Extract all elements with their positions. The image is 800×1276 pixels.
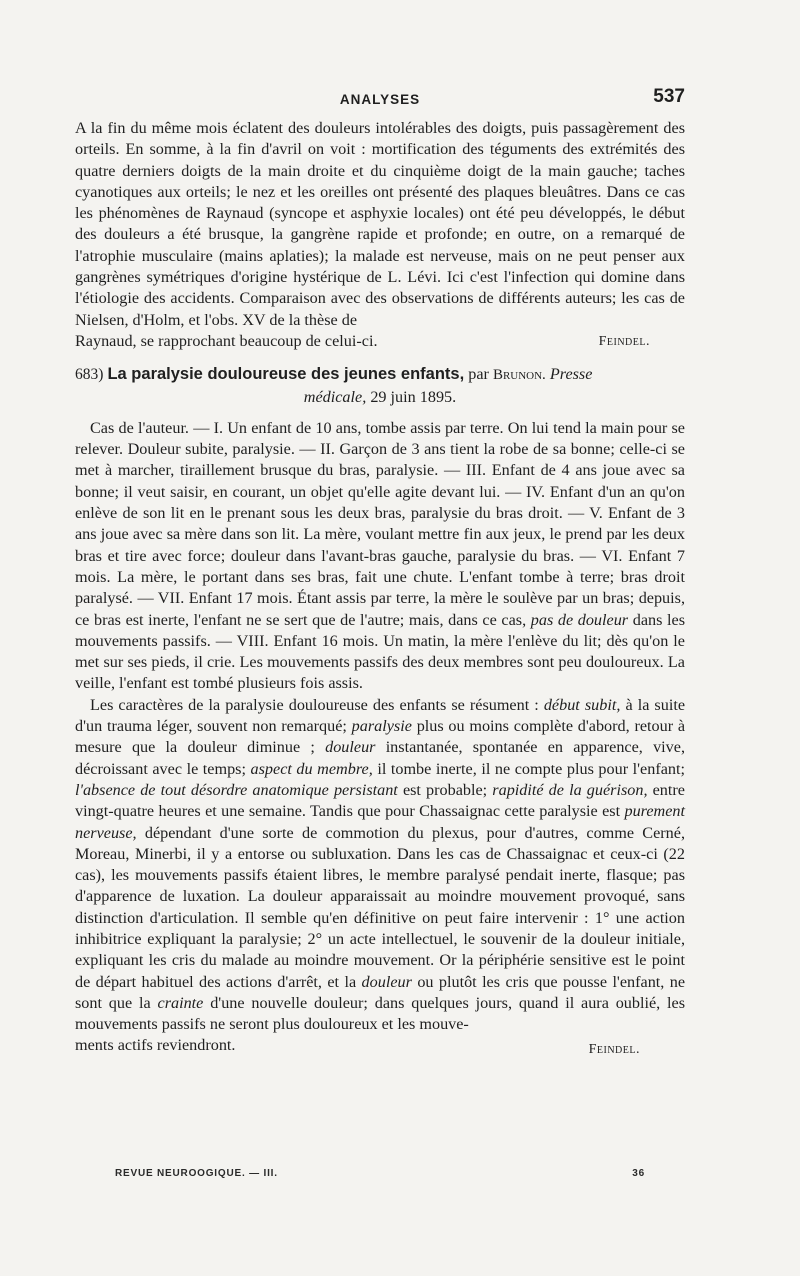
emphasis: purement nerveuse,	[75, 802, 686, 842]
text-run: est probable;	[402, 780, 488, 799]
article-title: La paralysie douloureuse des jeunes enfants,	[107, 365, 465, 384]
paragraph-summary	[75, 695, 685, 1036]
text-run: ou plutôt les cris que pousse l'enfant, ne sont que la	[75, 972, 686, 1012]
footer-journal: REVUE NEUROOGIQUE. — III.	[115, 1168, 278, 1179]
article-author: Brunon.	[492, 367, 546, 384]
text-run: à la suite d'un trauma léger, souvent non remarqué;	[75, 695, 686, 736]
paragraph-text: A la fin du même mois éclatent des douleurs intolérables des doigts, puis passagèrement des orteils. En somme, à la fin d'avril on voit : mortification des téguments des extrémités des quatre derniers doigts de la main droite et du cinquième doigt de la main gauche; taches cyanotiques aux orteils; le nez et les oreilles ont présenté des plaques bleuâtres. Dans ce cas les phénomènes de Raynaud (syncope et asphyxie locales) ont été peu développés, le début des douleurs a été brusque, la gangrène rapide et profonde; en outre, on a remarqué de l'atrophie musculaire (mains aplaties); la malade est nerveuse, mais on ne peut penser aux gangrènes symétriques d'origine hystérique de L. Lévi. Ici c'est l'infection qui domine dans l'étiologie des accidents. Comparaison avec des observations de différents auteurs; les cas de Nielsen, d'Holm, et l'obs. XV de la thèse de	[75, 119, 685, 329]
emphasis: pas de douleur	[530, 610, 629, 629]
author-signature: Feindel.	[588, 1042, 640, 1058]
journal-name: Presse	[549, 365, 593, 384]
emphasis: douleur	[361, 972, 412, 991]
paragraph-last-line: ments actifs reviendront.	[75, 1036, 236, 1055]
page-number: 537	[653, 86, 685, 107]
article-by: par	[468, 365, 489, 384]
emphasis: rapidité de la guérison,	[492, 780, 648, 799]
page-footer	[115, 1168, 645, 1179]
emphasis: paralysie	[351, 717, 412, 736]
page-header	[75, 88, 685, 112]
text-run: instantanée, spontanée en apparence, vive, décroissant avec le temps;	[75, 738, 685, 778]
running-title: ANALYSES	[339, 92, 421, 107]
publication-date: 29 juin 1895.	[370, 387, 457, 406]
emphasis: douleur	[325, 738, 376, 757]
signature-line	[75, 1035, 685, 1060]
text-run: dépendant d'une sorte de commotion du plexus, pour d'autres, comme Cerné, Moreau, Minerbi, il y a entorse ou subluxation. Dans les cas de Chassaignac et ceux-ci (22 cas), les mouvements passifs étaient libres, le membre paralysé pendait inerte, flasque; pas d'apparence de luxation. La douleur apparaissait au moindre mouvement provoqué, sans distinction d'articulation. Il semble qu'en définitive on peut faire intervenir : 1° une action inhibitrice expliquant la paralysie; 2° un acte intellectuel, le souvenir de la douleur initiale, expliquant les cris du malade au moindre mouvement. Or la périphérie sensitive est le point de départ habituel des actions d'arrêt, et la	[75, 823, 686, 991]
emphasis: début subit,	[543, 695, 621, 714]
article-heading	[75, 364, 685, 386]
emphasis: l'absence de tout désordre anatomique persistant	[75, 780, 398, 799]
text-run: entre vingt-quatre heures et une semaine. Tandis que pour Chassaignac cette paralysie est	[75, 780, 685, 821]
signature-line	[75, 331, 685, 352]
text-run: il tombe inerte, il ne compte plus pour l'enfant;	[377, 759, 686, 778]
body-text	[75, 118, 685, 1061]
article-number: 683)	[75, 366, 104, 384]
emphasis: aspect du membre,	[250, 759, 373, 778]
paragraph-raynaud-case	[75, 118, 685, 331]
paragraph-last-line: Raynaud, se rapprochant beaucoup de celui-ci.	[75, 331, 378, 350]
author-signature: Feindel.	[598, 333, 650, 349]
text-run: dans les mouvements passifs. — VIII. Enfant 16 mois. Un matin, la mère l'enlève du lit; dès qu'on le met sur ses pieds, il crie. Les mouvements passifs des deux membres sont peu douloureux. La veille, l'enfant est tombé plusieurs fois assis.	[75, 610, 686, 693]
text-run: Les caractères de la paralysie douloureuse des enfants se résument :	[90, 695, 539, 714]
journal-name-cont: médicale,	[303, 387, 367, 406]
text-run: d'une nouvelle douleur; dans quelques jours, quand il aura oublié, les mouvements passifs ne seront plus douloureux et les mouve-	[75, 993, 686, 1034]
text-run: Cas de l'auteur. — I. Un enfant de 10 ans, tombe assis par terre. On lui tend la main pour se relever. Douleur subite, paralysie. — II. Garçon de 3 ans tient la robe de sa bonne; celle-ci se met à marcher, tiraillement brusque du bras, paralysie. — III. Enfant de 4 ans joue avec sa bonne; il veut saisir, en courant, un objet qu'elle agite devant lui. — IV. Enfant d'un an qu'on enlève de son lit en le prenant sous les deux bras, paralysie du bras droit. — V. Enfant de 3 ans joue avec sa mère dans son lit. La mère, voulant mettre fin aux jeux, le prend par les deux bras et tire avec force; douleur dans l'avant-bras gauche, paralysie du bras. — VI. Enfant 7 mois. La mère, le portant dans ses bras, fait une chute. L'enfant tombe à terre; bras droit paralysé. — VII. Enfant 17 mois. Étant assis par terre, la mère le soulève par un bras; depuis, ce bras est inerte, l'enfant ne se sert que de l'autre; mais, dans ce cas,	[75, 418, 685, 629]
text-run: plus ou moins complète d'abord, retour à mesure que la douleur diminue ;	[75, 717, 686, 757]
emphasis: crainte	[157, 993, 204, 1012]
sheet-number: 36	[632, 1168, 645, 1179]
citation-line	[75, 387, 685, 408]
paragraph-case-reports	[75, 418, 685, 695]
